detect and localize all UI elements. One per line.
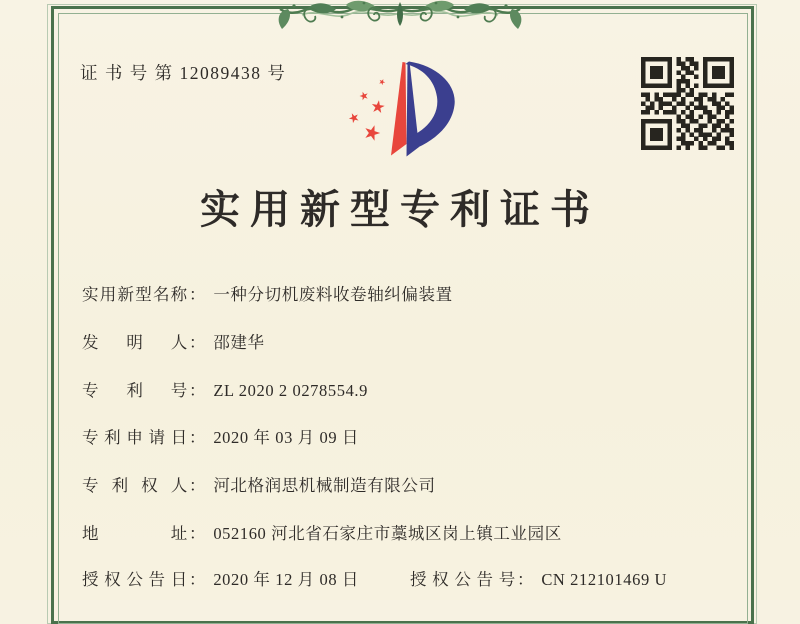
field-row-name: [82, 283, 453, 307]
certificate-title: 实用新型专利证书: [200, 187, 600, 232]
field-row-address: [82, 522, 562, 546]
field-colon: ：: [189, 428, 207, 447]
field-value: CN 212101469 U: [541, 570, 668, 589]
field-colon: ：: [189, 570, 207, 589]
field-colon: ：: [189, 381, 207, 400]
logo-star-5: [363, 123, 382, 142]
logo-star-2: [359, 90, 370, 100]
field-value: 河北格润思机械制造有限公司: [213, 476, 436, 495]
footer-grant-date: [82, 568, 359, 592]
field-label: 授权公告号: [410, 570, 516, 589]
certificate-number: 证 书 号 第 12089438 号: [80, 63, 287, 83]
field-row-filing-date: [82, 426, 359, 450]
field-label: 授权公告日: [82, 570, 188, 589]
logo-star-4: [347, 111, 360, 124]
field-label: 地址: [82, 524, 188, 543]
field-colon: ：: [189, 285, 207, 304]
logo-star-3: [371, 99, 386, 113]
field-colon: ：: [189, 333, 207, 352]
field-label: 专利申请日: [82, 428, 188, 447]
field-value: ZL 2020 2 0278554.9: [213, 381, 369, 400]
field-label: 专利权人: [82, 476, 188, 495]
cnipa-patent-logo: [330, 45, 470, 167]
logo-star-1: [378, 78, 386, 86]
field-value: 2020 年 03 月 09 日: [213, 428, 360, 447]
top-ornament-flourish: [278, 0, 522, 30]
field-label: 发明人: [82, 333, 188, 352]
field-colon: ：: [189, 524, 207, 543]
field-value: 一种分切机废料收卷轴纠偏装置: [213, 285, 453, 304]
footer-grant-number: [410, 568, 667, 592]
field-label: 专利号: [82, 381, 188, 400]
field-row-patentee: [82, 474, 436, 498]
field-value: 2020 年 12 月 08 日: [213, 570, 360, 589]
field-colon: ：: [189, 476, 207, 495]
field-colon: ：: [517, 570, 535, 589]
field-value: 052160 河北省石家庄市藁城区岗上镇工业园区: [213, 524, 562, 543]
logo-red-wedge: [391, 62, 407, 156]
field-label: 实用新型名称: [82, 285, 188, 304]
qr-code: [641, 57, 734, 150]
field-row-patent-number: [82, 379, 368, 403]
field-value: 邵建华: [213, 333, 265, 352]
field-row-inventor: [82, 331, 265, 355]
